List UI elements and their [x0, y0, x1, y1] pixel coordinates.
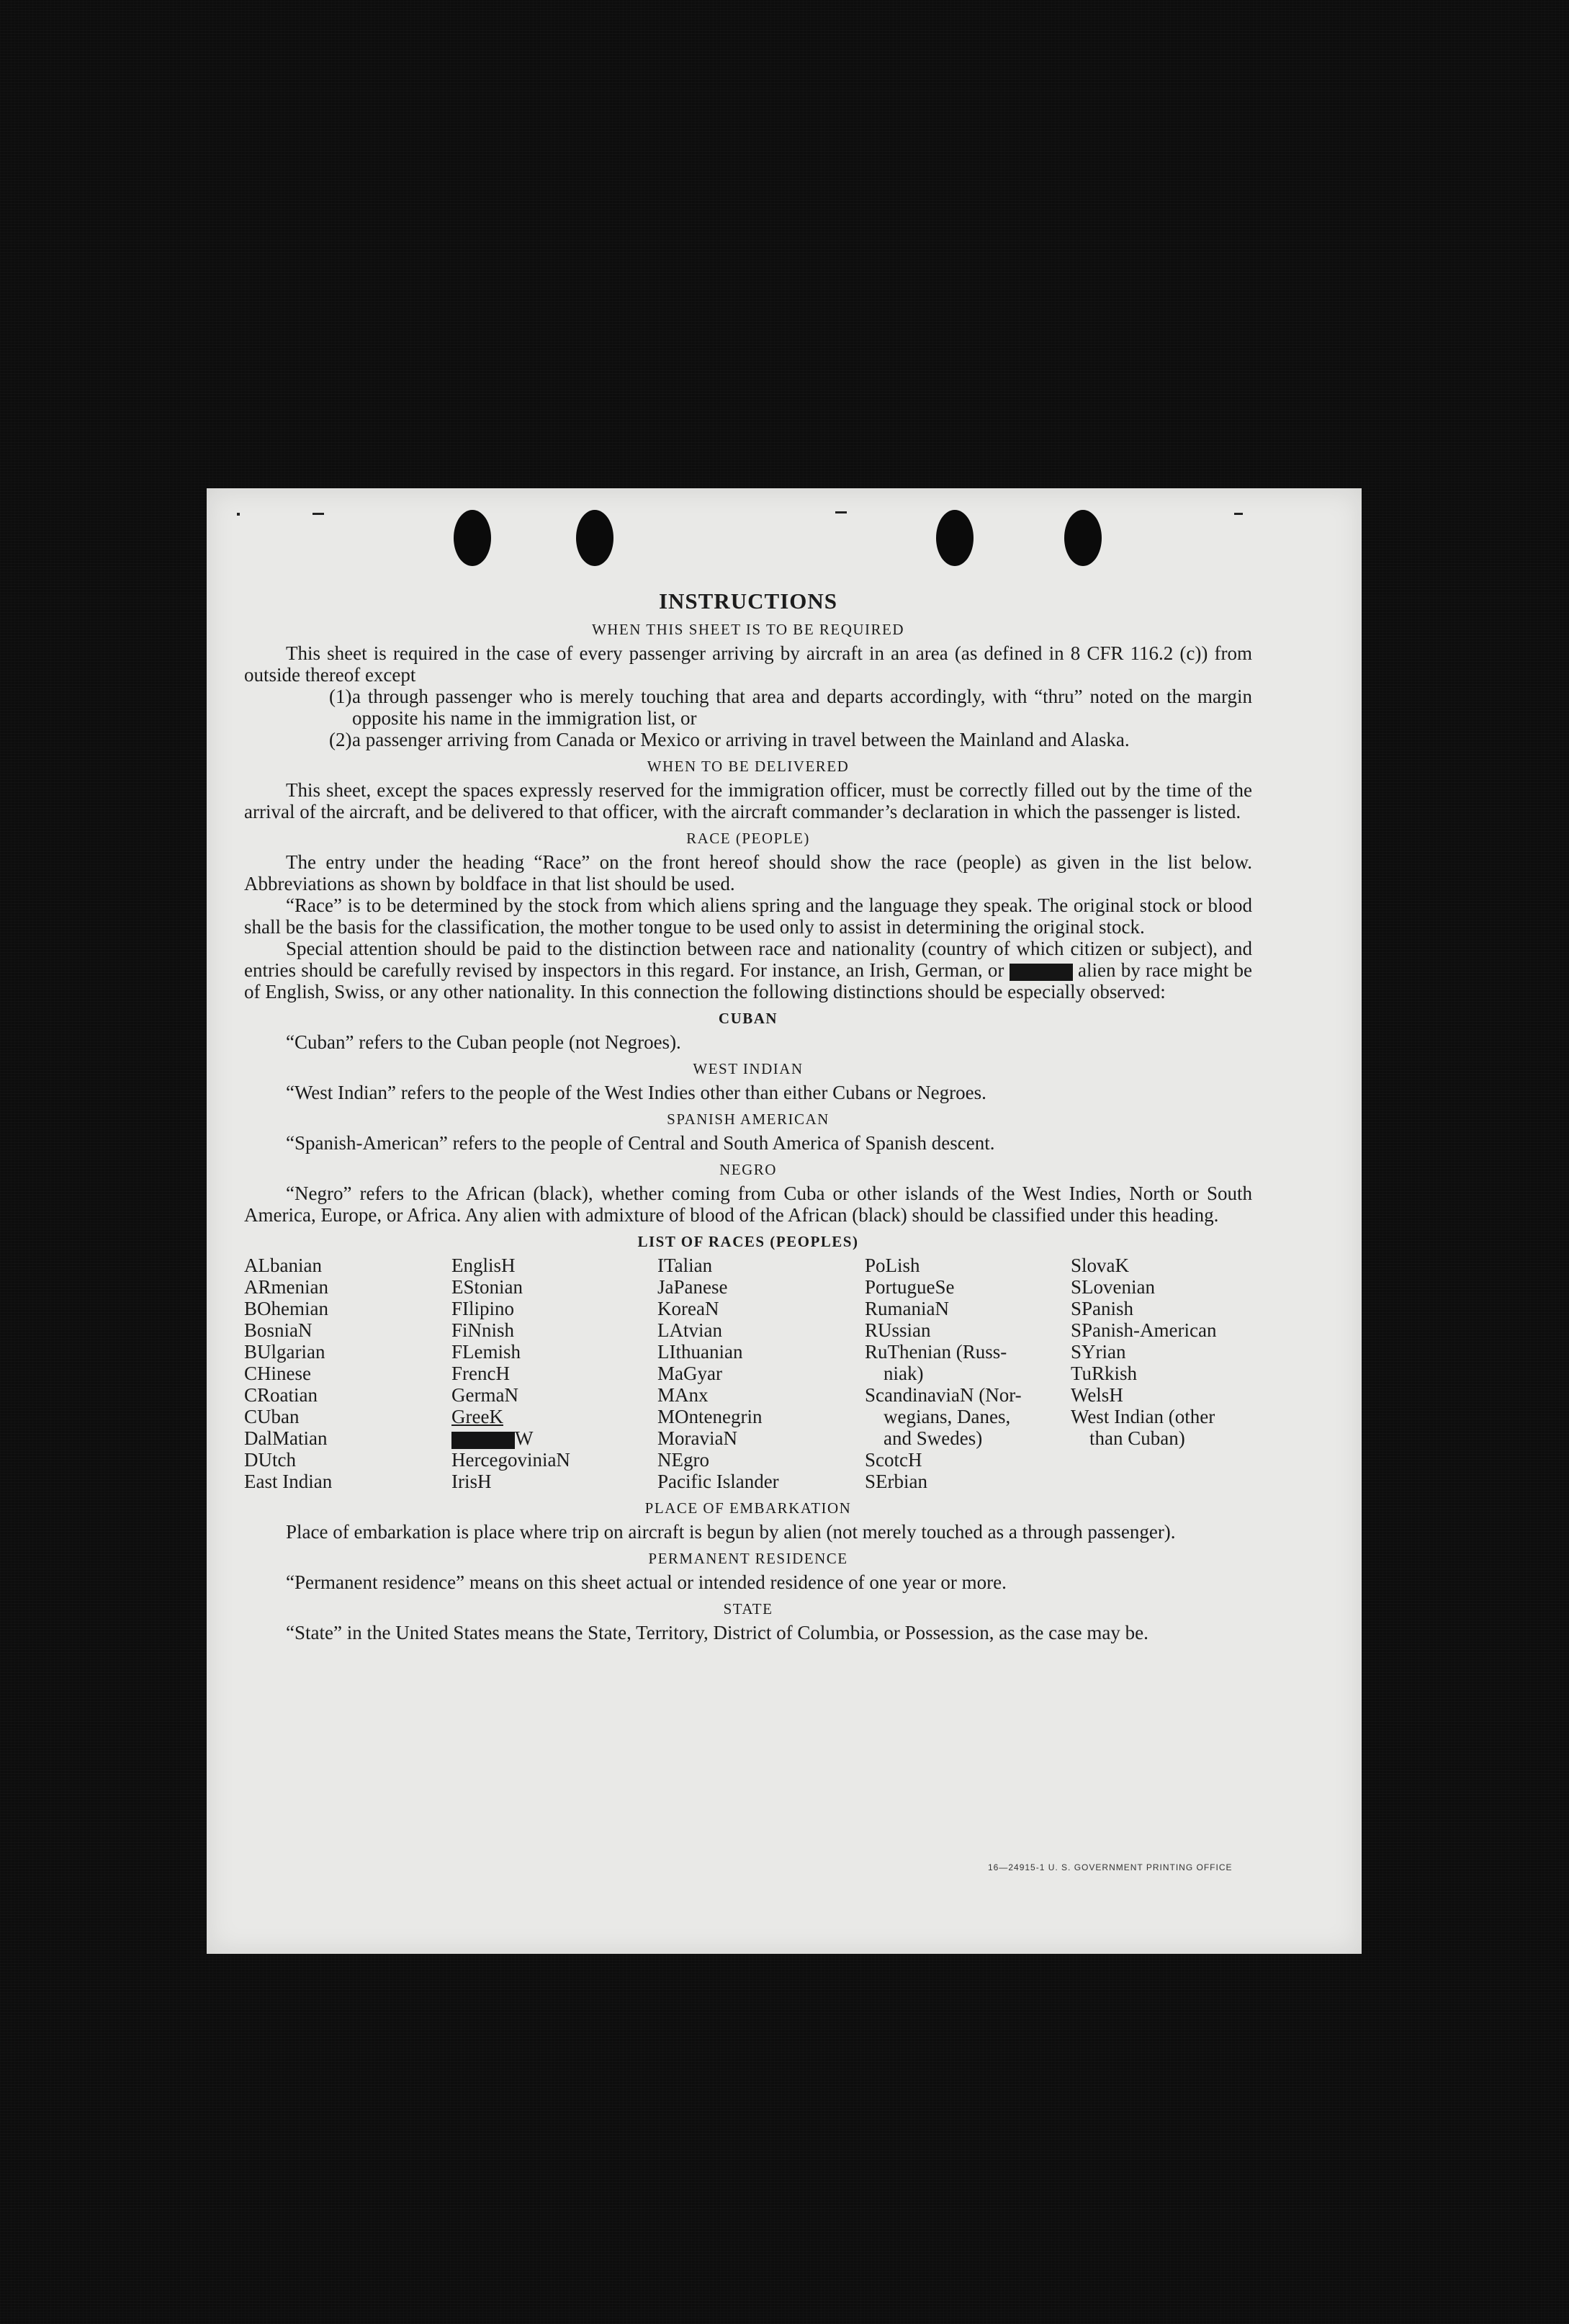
paragraph: The entry under the heading “Race” on the front hereof should show the race (people) as given in the list below. Abbreviations as shown by boldface in that list should be used.: [244, 851, 1252, 894]
paragraph-text: Special attention should be paid to the distinction between race and nationality (country of which citizen or subject), and entries should be carefully revised by inspectors in this regard. For instance, an Irish, German, or: [244, 938, 1252, 981]
race-entry: FiNnish: [451, 1319, 515, 1341]
race-entry: SLovenian: [1071, 1276, 1155, 1298]
race-entry: LAtvian: [657, 1319, 722, 1341]
paragraph: “Negro” refers to the African (black), whether coming from Cuba or other islands of the West Indies, North or South America, Europe, or Africa. Any alien with admixture of blood of the African (black) should be classified under this heading.: [244, 1183, 1252, 1226]
redaction-mark: [1010, 964, 1073, 981]
race-entry: EnglisH: [451, 1255, 516, 1276]
race-entry: DalMatian: [244, 1427, 328, 1449]
race-entry: and Swedes): [884, 1427, 983, 1449]
item-text: a passenger arriving from Canada or Mexico or arriving in travel between the Mainland and Alaska.: [352, 729, 1130, 750]
section-heading: PLACE OF EMBARKATION: [644, 1499, 852, 1517]
race-entry: CHinese: [244, 1363, 311, 1384]
list-item: [244, 729, 1252, 750]
punch-hole: [454, 510, 491, 566]
race-entry: NEgro: [657, 1449, 709, 1471]
race-entry: West Indian (other: [1071, 1406, 1215, 1427]
race-entry: MAnx: [657, 1384, 709, 1406]
page-title: INSTRUCTIONS: [658, 588, 837, 614]
race-entry: BOhemian: [244, 1298, 328, 1319]
speck: [237, 513, 240, 516]
race-entry: MOntenegrin: [657, 1406, 763, 1427]
paragraph: “Permanent residence” means on this sheet actual or intended residence of one year or more.: [286, 1571, 1007, 1593]
race-entry: RUssian: [865, 1319, 931, 1341]
race-entry: EStonian: [451, 1276, 523, 1298]
race-entry: SYrian: [1071, 1341, 1126, 1363]
race-column: [865, 1255, 1071, 1492]
section-heading: STATE: [723, 1600, 773, 1618]
race-column: [1071, 1255, 1252, 1492]
item-text: a through passenger who is merely touching that area and departs accordingly, with “thru” noted on the margin opposite his name in the immigration list, or: [352, 686, 1252, 729]
section-when-required: [244, 619, 1252, 750]
race-entry: SErbian: [865, 1471, 927, 1492]
section-when-delivered: [244, 756, 1252, 822]
paragraph: “Race” is to be determined by the stock from which aliens spring and the language they speak. The original stock or blood shall be the basis for the classification, the mother tongue to be used only to assist in determining the original stock.: [244, 894, 1252, 938]
list-item: [244, 686, 1252, 729]
paragraph: Place of embarkation is place where trip on aircraft is begun by alien (not merely touched as a through passenger).: [286, 1521, 1176, 1543]
speck: [835, 511, 847, 513]
speck: [313, 513, 324, 515]
race-entry: JaPanese: [657, 1276, 728, 1298]
race-entry: Pacific Islander: [657, 1471, 779, 1492]
race-entry: TuRkish: [1071, 1363, 1138, 1384]
race-list: [244, 1255, 1252, 1492]
race-entry: SlovaK: [1071, 1255, 1129, 1276]
item-number: (2): [329, 729, 352, 750]
race-entry: BosniaN: [244, 1319, 313, 1341]
race-entry: RuThenian (Russ-: [865, 1341, 1007, 1363]
race-entry: ALbanian: [244, 1255, 322, 1276]
section-heading: WHEN TO BE DELIVERED: [647, 758, 850, 775]
item-number: (1): [329, 686, 352, 707]
race-entry: HercegoviniaN: [451, 1449, 570, 1471]
race-entry: BUlgarian: [244, 1341, 325, 1363]
race-entry: FrencH: [451, 1363, 510, 1384]
section-heading: PERMANENT RESIDENCE: [648, 1550, 848, 1567]
printing-office-code: 16—24915-1 U. S. GOVERNMENT PRINTING OFFICE: [988, 1862, 1233, 1872]
section-heading: SPANISH AMERICAN: [667, 1111, 830, 1128]
race-entry: ARmenian: [244, 1276, 328, 1298]
race-entry: FIlipino: [451, 1298, 515, 1319]
section-state: [244, 1599, 1252, 1643]
paragraph: “Spanish-American” refers to the people of Central and South America of Spanish descent.: [286, 1132, 995, 1154]
race-entry: CUban: [244, 1406, 300, 1427]
section-race: [244, 828, 1252, 1002]
race-entry-redacted: [451, 1427, 657, 1449]
race-column: [244, 1255, 451, 1492]
race-entry: DUtch: [244, 1449, 296, 1471]
race-entry: MaGyar: [657, 1363, 722, 1384]
section-heading: WEST INDIAN: [693, 1060, 804, 1077]
paragraph-special-attention: [244, 938, 1252, 1002]
paragraph: This sheet is required in the case of every passenger arriving by aircraft in an area (as defined in 8 CFR 116.2 (c)) from outside thereof except: [244, 642, 1252, 686]
race-entry: MoraviaN: [657, 1427, 737, 1449]
race-entry: wegians, Danes,: [884, 1406, 1011, 1427]
section-cuban: [244, 1008, 1252, 1053]
race-entry: ITalian: [657, 1255, 713, 1276]
section-list-of-races: [244, 1231, 1252, 1492]
race-entry: niak): [884, 1363, 924, 1384]
punch-hole: [1064, 510, 1102, 566]
section-spanish-american: [244, 1109, 1252, 1154]
race-entry: ScandinaviaN (Nor-: [865, 1384, 1022, 1406]
race-entry: ScotcH: [865, 1449, 922, 1471]
paragraph: “State” in the United States means the State, Territory, District of Columbia, or Possession, as the case may be.: [286, 1622, 1148, 1643]
section-residence: [244, 1548, 1252, 1593]
race-entry: GreeK: [451, 1406, 503, 1427]
section-west-indian: [244, 1059, 1252, 1103]
paragraph-text: alien by race might be of English, Swiss, or any other nationality. In this connection the following distinctions should be especially observed:: [244, 959, 1253, 1002]
race-entry: GermaN: [451, 1384, 518, 1406]
punch-hole: [576, 510, 613, 566]
punch-hole: [936, 510, 974, 566]
speck: [1234, 513, 1243, 515]
section-embarkation: [244, 1498, 1252, 1543]
instructions-content: [244, 589, 1252, 1643]
race-entry: East Indian: [244, 1471, 333, 1492]
race-entry: WelsH: [1071, 1384, 1123, 1406]
race-entry: W: [515, 1427, 534, 1449]
race-entry: IrisH: [451, 1471, 492, 1492]
race-entry: PortugueSe: [865, 1276, 955, 1298]
document-sheet: [207, 488, 1362, 1954]
section-heading: LIST OF RACES (PEOPLES): [637, 1233, 859, 1250]
section-heading: CUBAN: [718, 1010, 778, 1027]
race-column: [451, 1255, 657, 1492]
race-entry: RumaniaN: [865, 1298, 949, 1319]
section-heading: WHEN THIS SHEET IS TO BE REQUIRED: [591, 621, 905, 638]
race-entry: LIthuanian: [657, 1341, 743, 1363]
redaction-mark: [451, 1432, 515, 1449]
race-entry: PoLish: [865, 1255, 920, 1276]
paragraph: This sheet, except the spaces expressly reserved for the immigration officer, must be correctly filled out by the time of the arrival of the aircraft, and be delivered to that officer, with the aircraft commander’s declaration in which the passenger is listed.: [244, 779, 1252, 822]
race-entry: FLemish: [451, 1341, 521, 1363]
race-entry: CRoatian: [244, 1384, 318, 1406]
section-heading: NEGRO: [719, 1161, 777, 1178]
race-column: [657, 1255, 865, 1492]
race-entry: KoreaN: [657, 1298, 719, 1319]
race-entry: SPanish-American: [1071, 1319, 1217, 1341]
race-entry: than Cuban): [1089, 1427, 1185, 1449]
paragraph: “Cuban” refers to the Cuban people (not Negroes).: [286, 1031, 681, 1053]
section-negro: [244, 1159, 1252, 1226]
paragraph: “West Indian” refers to the people of the West Indies other than either Cubans or Negroes.: [286, 1082, 986, 1103]
section-heading: RACE (PEOPLE): [686, 830, 810, 847]
race-entry: SPanish: [1071, 1298, 1134, 1319]
